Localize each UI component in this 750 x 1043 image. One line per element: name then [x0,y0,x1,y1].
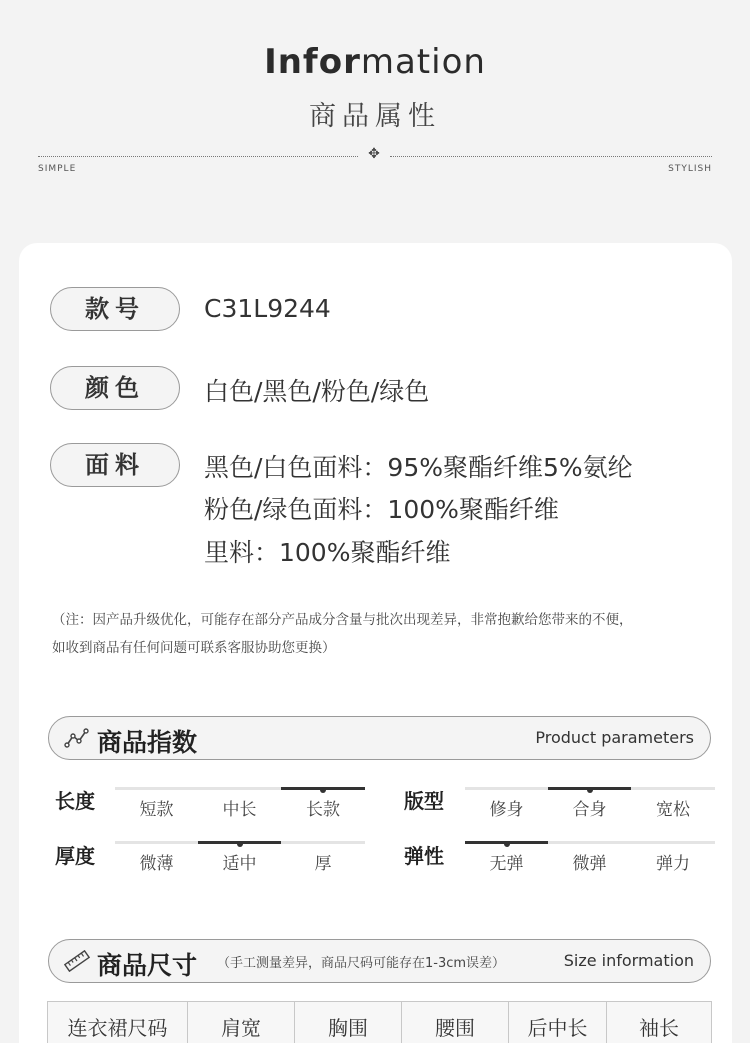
note-line-1: （注：因产品升级优化，可能存在部分产品成分含量与批次出现差异，非常抱歉给您带来的不便， [52,612,633,628]
elasticity-scale [465,841,715,844]
length-seg-selected [281,787,365,790]
fit-seg-3 [631,787,715,790]
length-option-3: 长款 [306,800,340,820]
thickness-seg-3 [281,841,365,844]
elasticity-seg-3 [631,841,715,844]
elasticity-seg-2 [548,841,631,844]
fit-option-3: 宽松 [656,800,690,820]
param-label-fit: 版型 [404,789,444,813]
simple-tag: SIMPLE [38,164,77,174]
length-scale [115,787,365,790]
thickness-seg-selected [198,841,281,844]
fit-option-1: 修身 [489,800,524,820]
thickness-option-1: 微薄 [139,854,174,874]
title-light: mation [360,42,486,82]
elasticity-option-3: 弹力 [656,854,690,874]
elasticity-seg-selected [465,841,548,844]
size-col-header: 后中长 [509,1002,607,1043]
params-title: 商品指数 [97,728,198,757]
fit-scale [465,787,715,790]
thickness-seg-1 [115,841,198,844]
fabric-line-3: 里料：100%聚酯纤维 [204,538,451,567]
elasticity-option-2: 微弹 [572,854,607,874]
param-label-elasticity: 弹性 [404,844,444,868]
style-number-label: 款号 [50,287,180,331]
size-table-header [47,1001,712,1043]
fit-option-2: 合身 [572,800,607,820]
length-option-1: 短款 [139,800,174,820]
thickness-option-3: 厚 [314,854,332,874]
length-option-2: 中长 [222,800,257,820]
divider-right [390,156,712,157]
size-col-header: 腰围 [402,1002,509,1043]
param-label-thickness: 厚度 [55,844,95,868]
size-col-header: 袖长 [607,1002,712,1043]
size-section-bar [48,939,711,983]
params-title-en: Product parameters [535,728,694,747]
note-line-2: 如收到商品有任何问题可联系客服协助您更换） [52,640,336,656]
thickness-option-2: 适中 [222,854,257,874]
style-number-value: C31L9244 [204,294,331,323]
param-label-length: 长度 [55,789,95,813]
length-seg-2 [198,787,281,790]
color-value: 白色/黑色/粉色/绿色 [204,377,430,406]
size-col-header: 连衣裙尺码 [48,1002,188,1043]
stylish-tag: STYLISH [668,164,712,174]
size-note: （手工测量差异，商品尺码可能存在1-3cm误差） [217,956,506,971]
fit-seg-1 [465,787,548,790]
length-seg-1 [115,787,198,790]
fit-seg-selected [548,787,631,790]
size-title: 商品尺寸 [97,951,198,980]
elasticity-option-1: 无弹 [489,854,524,874]
fabric-line-2: 粉色/绿色面料：100%聚酯纤维 [204,495,559,524]
fabric-label: 面料 [50,443,180,487]
color-label: 颜色 [50,366,180,410]
divider-left [38,156,358,157]
size-col-header: 胸围 [295,1002,402,1043]
ruler-icon [64,950,90,972]
info-card [19,243,732,1043]
cross-ornament-icon: ✥ [368,146,380,162]
params-section-bar [48,716,711,760]
thickness-scale [115,841,365,844]
fabric-line-1: 黑色/白色面料：95%聚酯纤维5%氨纶 [204,453,633,482]
trend-chart-icon [64,727,90,749]
page-header [0,0,750,200]
size-title-en: Size information [563,951,694,970]
page-title-cn: 商品属性 [309,101,441,132]
page-title-en [0,42,750,82]
size-col-header: 肩宽 [188,1002,295,1043]
title-bold: Infor [264,42,361,82]
